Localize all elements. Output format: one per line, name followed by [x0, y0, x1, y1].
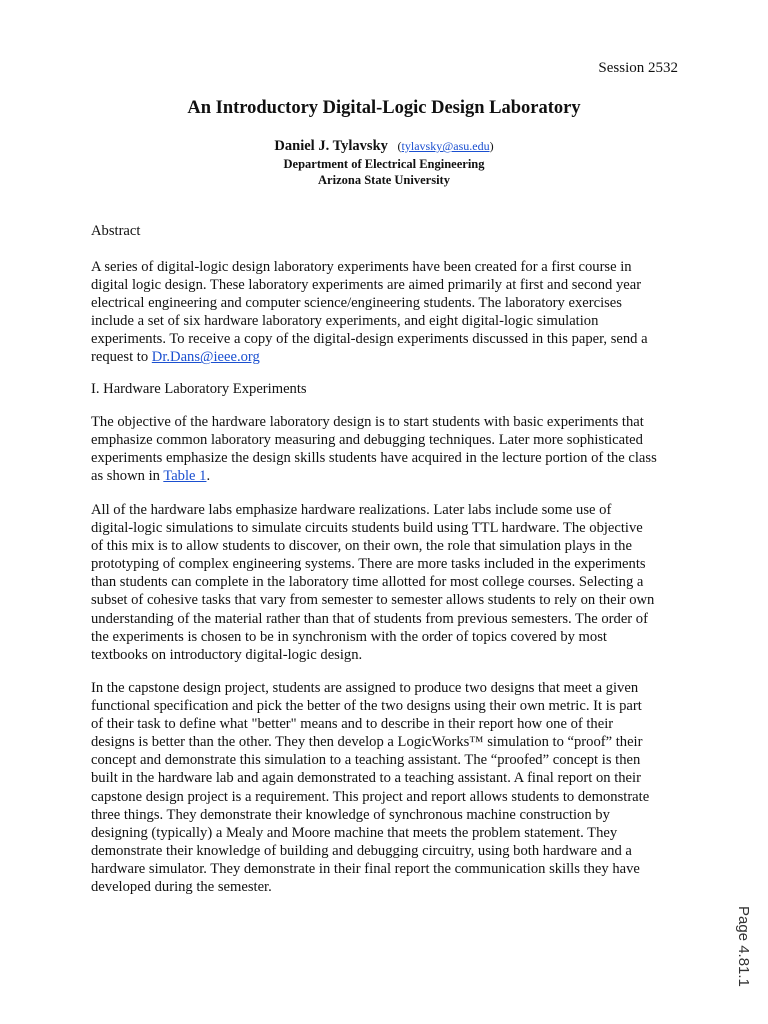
paragraph-line: built in the hardware lab and again demonstrated to a teaching assistant. A final report on their — [91, 770, 641, 787]
paragraph-line: designing (typically) a Mealy and Moore machine that meets the problem statement. They — [91, 824, 618, 841]
paper-title: An Introductory Digital-Logic Design Laboratory — [187, 98, 581, 118]
paragraph-line: concept and demonstrate this simulation to a teaching assistant. The “proofed” concept is then — [91, 752, 641, 769]
author-email-link[interactable]: tylavsky@asu.edu — [401, 139, 490, 153]
page-number: Page 4.81.1 — [735, 906, 752, 987]
paragraph-line: of their task to define what "better" means and to describe in their report how one of their — [91, 716, 614, 733]
section1-paragraph-2 — [91, 501, 691, 664]
section1-paragraph-1 — [91, 413, 691, 485]
author-email-wrap: (tylavsky@asu.edu) — [391, 139, 494, 153]
paragraph-line: hardware simulator. They demonstrate in their final report the communication skills they have — [91, 860, 640, 877]
abstract-request-prefix: request to — [91, 349, 152, 366]
paragraph-line: functional specification and pick the better of the two designs using their own metric. It is part — [91, 698, 642, 715]
paragraph-line: designs is better than the other. They then develop a LogicWorks™ simulation to “proof” their — [91, 734, 643, 751]
table-ref-prefix: as shown in — [91, 468, 164, 485]
paragraph-line: emphasize common laboratory measuring and debugging techniques. Later more sophisticated — [91, 432, 643, 449]
paragraph-line: developed during the semester. — [91, 879, 272, 896]
session-number: Session 2532 — [598, 60, 678, 76]
paragraph-line: capstone design project is a requirement. This project and report allows students to demonstrate — [91, 788, 650, 805]
contact-email-link[interactable]: Dr.Dans@ieee.org — [151, 349, 260, 366]
abstract-line: electrical engineering and computer science/engineering students. The laboratory exercises — [91, 295, 622, 312]
paragraph-line: of this mix is to allow students to discover, on their own, the role that simulation plays in the — [91, 538, 632, 555]
section-heading: I. Hardware Laboratory Experiments — [91, 381, 307, 397]
section1-paragraph-3 — [91, 679, 691, 896]
paragraph-line: The objective of the hardware laboratory design is to start students with basic experiments that — [91, 414, 644, 430]
paragraph-line: In the capstone design project, students are assigned to produce two designs that meet a given — [91, 680, 639, 696]
abstract-heading: Abstract — [91, 223, 141, 239]
abstract-line: include a set of six hardware laboratory experiments, and eight digital-logic simulation — [91, 313, 599, 330]
abstract-line: experiments. To receive a copy of the digital-design experiments discussed in this paper, send a — [91, 331, 648, 348]
abstract-line-last — [91, 348, 691, 366]
section-heading-block — [91, 380, 691, 398]
table-1-link[interactable]: Table 1 — [163, 468, 207, 485]
paragraph-line: subset of cohesive tasks that vary from semester to semester allows students to rely on their own — [91, 592, 655, 609]
abstract-line: A series of digital-logic design laboratory experiments have been created for a first course in — [91, 259, 632, 275]
paragraph-line: experiments emphasize the design skills students have acquired in the lecture portion of the class — [91, 450, 657, 467]
author-line — [0, 138, 768, 155]
paragraph-line: the experiments is chosen to be in synchronism with the order of topics covered by most — [91, 628, 607, 645]
paragraph-line: understanding of the material rather than that of students from previous semesters. The order of — [91, 610, 648, 627]
paragraph-line: demonstrate their knowledge of building and debugging circuitry, using both hardware and a — [91, 842, 632, 859]
department: Department of Electrical Engineering — [283, 157, 485, 171]
abstract-heading-block — [91, 222, 691, 240]
author-name: Daniel J. Tylavsky — [274, 138, 388, 154]
university: Arizona State University — [318, 173, 450, 187]
abstract-line: digital logic design. These laboratory experiments are aimed primarily at first and second year — [91, 277, 642, 294]
paragraph-line: All of the hardware labs emphasize hardware realizations. Later labs include some use of — [91, 502, 612, 518]
paragraph-line: prototyping of complex engineering systems. There are more tasks included in the experiments — [91, 556, 646, 573]
paragraph-line: three things. They demonstrate their knowledge of synchronous machine construction by — [91, 806, 610, 823]
paragraph-line: than students can complete in the laboratory time allotted for most college courses. Selecting a — [91, 574, 644, 591]
abstract-paragraph — [91, 258, 691, 367]
table-ref-suffix: . — [206, 468, 211, 485]
paragraph-line: digital-logic simulations to simulate circuits students build using TTL hardware. The objective — [91, 520, 643, 537]
paragraph-line-last — [91, 467, 691, 485]
paragraph-line: textbooks on introductory digital-logic design. — [91, 646, 363, 663]
